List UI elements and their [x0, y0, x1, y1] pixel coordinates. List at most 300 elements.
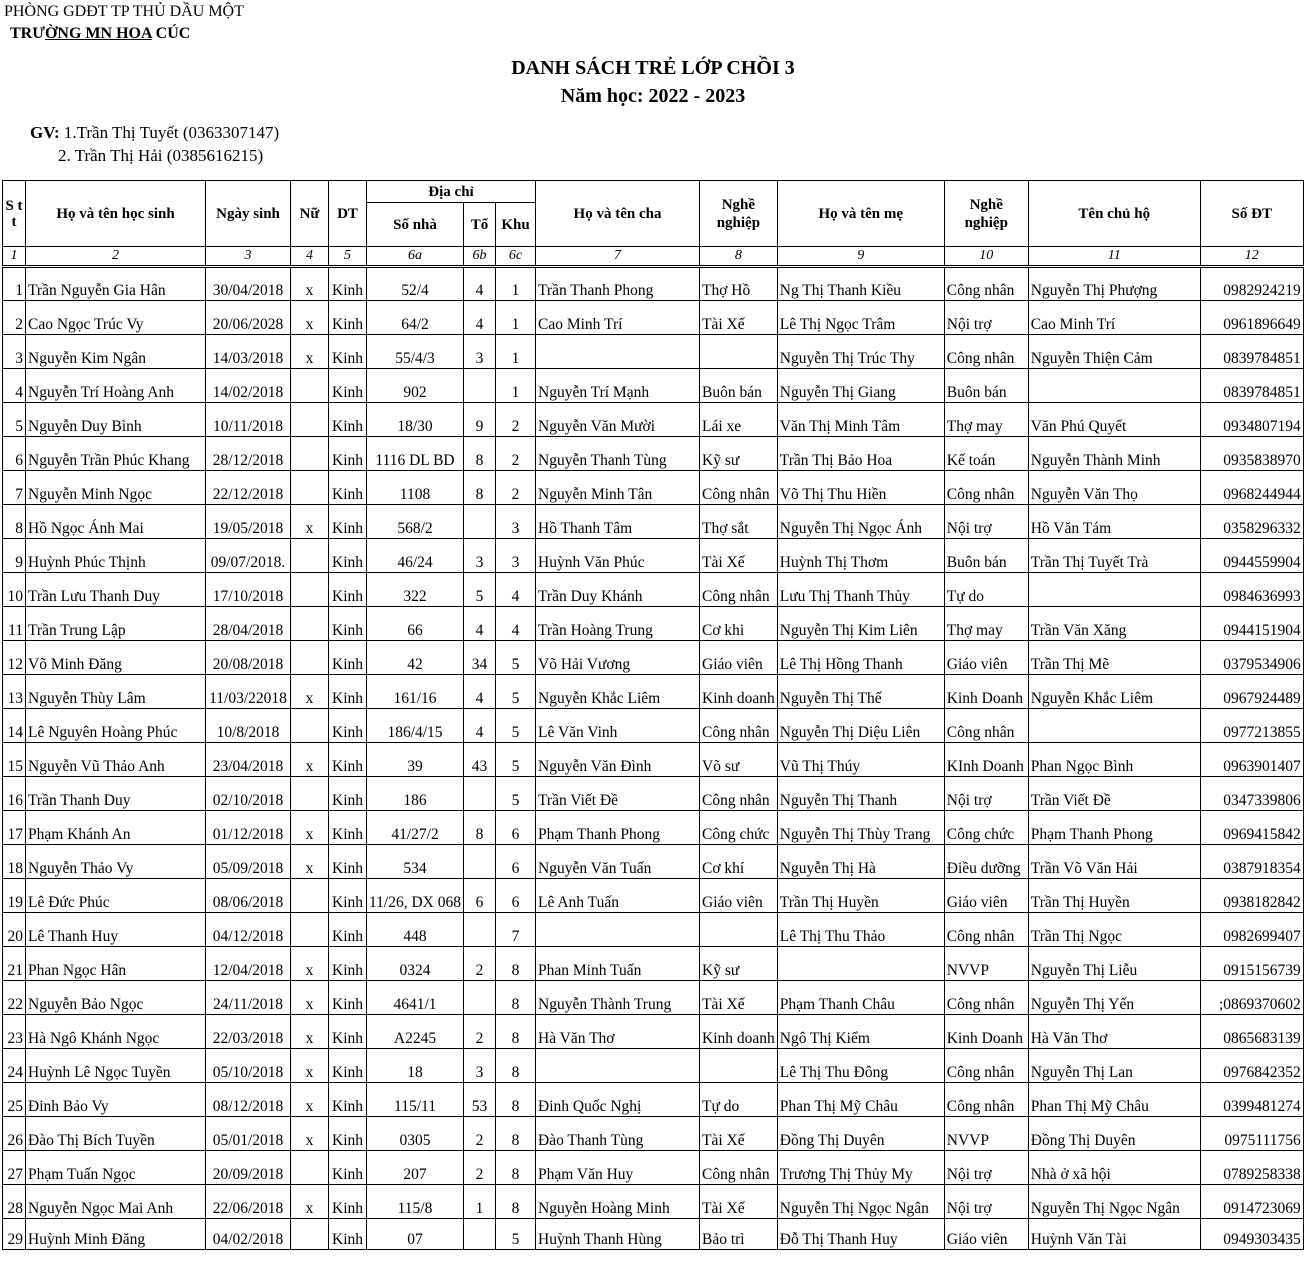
- father-job-cell: Công nhân: [700, 573, 778, 607]
- female-cell: [291, 573, 329, 607]
- stt-cell: 22: [3, 981, 26, 1015]
- header-address: Địa chỉ: [367, 181, 536, 203]
- father-name-cell: Huỳnh Văn Phúc: [536, 539, 700, 573]
- dob-cell: 02/10/2018: [206, 777, 291, 811]
- dob-cell: 09/07/2018.: [206, 539, 291, 573]
- to-cell: 2: [464, 1015, 496, 1049]
- house-number-cell: 161/16: [367, 675, 464, 709]
- mother-name-cell: Phạm Thanh Châu: [777, 981, 944, 1015]
- table-row: [3, 1117, 1304, 1151]
- stt-cell: 12: [3, 641, 26, 675]
- stt-cell: 5: [3, 403, 26, 437]
- header-phone: Số ĐT: [1200, 181, 1303, 247]
- phone-cell: 0968244944: [1200, 471, 1303, 505]
- khu-cell: 2: [496, 437, 536, 471]
- header-house-number: Số nhà: [367, 203, 464, 247]
- father-name-cell: Trần Hoàng Trung: [536, 607, 700, 641]
- household-owner-cell: Nguyễn Khắc Liêm: [1028, 675, 1200, 709]
- household-owner-cell: Nguyễn Thị Yến: [1028, 981, 1200, 1015]
- mother-name-cell: Nguyễn Thị Hà: [777, 845, 944, 879]
- phone-cell: 0944559904: [1200, 539, 1303, 573]
- khu-cell: 5: [496, 743, 536, 777]
- department-name: PHÒNG GDĐT TP THỦ DẦU MỘT: [4, 3, 244, 20]
- to-cell: 3: [464, 539, 496, 573]
- father-name-cell: Trần Viết Đề: [536, 777, 700, 811]
- female-cell: [291, 913, 329, 947]
- stt-cell: 6: [3, 437, 26, 471]
- father-job-cell: Công nhân: [700, 471, 778, 505]
- household-owner-cell: Phan Ngọc Bình: [1028, 743, 1200, 777]
- ethnicity-cell: Kinh: [329, 947, 367, 981]
- student-name-cell: Nguyễn Thảo Vy: [26, 845, 206, 879]
- father-name-cell: Nguyễn Trí Mạnh: [536, 369, 700, 403]
- khu-cell: 8: [496, 981, 536, 1015]
- female-cell: [291, 641, 329, 675]
- father-job-cell: Võ sư: [700, 743, 778, 777]
- column-number: 11: [1028, 247, 1200, 267]
- school-name-part3: CÚC: [151, 25, 191, 42]
- household-owner-cell: Nguyễn Thiện Cảm: [1028, 335, 1200, 369]
- female-cell: x: [291, 301, 329, 335]
- mother-job-cell: Công nhân: [944, 1083, 1028, 1117]
- father-name-cell: Nguyễn Văn Tuấn: [536, 845, 700, 879]
- khu-cell: 8: [496, 947, 536, 981]
- dob-cell: 01/12/2018: [206, 811, 291, 845]
- stt-cell: 18: [3, 845, 26, 879]
- father-name-cell: [536, 913, 700, 947]
- phone-cell: 0982699407: [1200, 913, 1303, 947]
- house-number-cell: 42: [367, 641, 464, 675]
- ethnicity-cell: Kinh: [329, 709, 367, 743]
- house-number-cell: A2245: [367, 1015, 464, 1049]
- mother-job-cell: Giáo viên: [944, 1219, 1028, 1250]
- father-name-cell: Nguyễn Văn Mười: [536, 403, 700, 437]
- female-cell: [291, 539, 329, 573]
- household-owner-cell: Huỳnh Văn Tài: [1028, 1219, 1200, 1250]
- khu-cell: 6: [496, 879, 536, 913]
- table-row: [3, 301, 1304, 335]
- dob-cell: 22/06/2018: [206, 1185, 291, 1219]
- school-name-part1: TRƯ: [10, 25, 45, 42]
- house-number-cell: 46/24: [367, 539, 464, 573]
- column-number: 1: [3, 247, 26, 267]
- mother-name-cell: Lê Thị Thu Đông: [777, 1049, 944, 1083]
- house-number-cell: 0305: [367, 1117, 464, 1151]
- house-number-cell: 07: [367, 1219, 464, 1250]
- mother-job-cell: Kinh Doanh: [944, 1015, 1028, 1049]
- dob-cell: 22/12/2018: [206, 471, 291, 505]
- father-name-cell: Đào Thanh Tùng: [536, 1117, 700, 1151]
- khu-cell: 8: [496, 1083, 536, 1117]
- mother-job-cell: Công nhân: [944, 981, 1028, 1015]
- ethnicity-cell: Kinh: [329, 913, 367, 947]
- to-cell: [464, 505, 496, 539]
- khu-cell: 5: [496, 641, 536, 675]
- stt-cell: 8: [3, 505, 26, 539]
- father-job-cell: Tài Xế: [700, 1185, 778, 1219]
- stt-cell: 28: [3, 1185, 26, 1219]
- to-cell: 2: [464, 1151, 496, 1185]
- to-cell: 4: [464, 709, 496, 743]
- khu-cell: 4: [496, 607, 536, 641]
- student-name-cell: Nguyễn Ngọc Mai Anh: [26, 1185, 206, 1219]
- mother-name-cell: Nguyễn Thị Thế: [777, 675, 944, 709]
- father-job-cell: Thợ Hồ: [700, 267, 778, 301]
- father-job-cell: Công chức: [700, 811, 778, 845]
- household-owner-cell: [1028, 369, 1200, 403]
- khu-cell: 1: [496, 369, 536, 403]
- stt-cell: 10: [3, 573, 26, 607]
- dob-cell: 04/12/2018: [206, 913, 291, 947]
- to-cell: [464, 981, 496, 1015]
- mother-name-cell: Huỳnh Thị Thơm: [777, 539, 944, 573]
- father-name-cell: Nguyễn Hoàng Minh: [536, 1185, 700, 1219]
- father-job-cell: Lái xe: [700, 403, 778, 437]
- khu-cell: 8: [496, 1049, 536, 1083]
- father-job-cell: Tài Xế: [700, 539, 778, 573]
- to-cell: 4: [464, 301, 496, 335]
- household-owner-cell: [1028, 573, 1200, 607]
- stt-cell: 25: [3, 1083, 26, 1117]
- household-owner-cell: Cao Minh Trí: [1028, 301, 1200, 335]
- house-number-cell: 186: [367, 777, 464, 811]
- table-row: [3, 267, 1304, 301]
- father-job-cell: [700, 913, 778, 947]
- to-cell: 8: [464, 437, 496, 471]
- house-number-cell: 66: [367, 607, 464, 641]
- phone-cell: 0914723069: [1200, 1185, 1303, 1219]
- stt-cell: 29: [3, 1219, 26, 1250]
- father-name-cell: Nguyễn Khắc Liêm: [536, 675, 700, 709]
- dob-cell: 14/02/2018: [206, 369, 291, 403]
- ethnicity-cell: Kinh: [329, 301, 367, 335]
- household-owner-cell: Trần Võ Văn Hải: [1028, 845, 1200, 879]
- column-number: 2: [26, 247, 206, 267]
- mother-job-cell: Công nhân: [944, 709, 1028, 743]
- khu-cell: 1: [496, 335, 536, 369]
- ethnicity-cell: Kinh: [329, 641, 367, 675]
- father-name-cell: Nguyễn Minh Tân: [536, 471, 700, 505]
- mother-name-cell: [777, 947, 944, 981]
- ethnicity-cell: Kinh: [329, 845, 367, 879]
- dob-cell: 05/01/2018: [206, 1117, 291, 1151]
- to-cell: [464, 1219, 496, 1250]
- dob-cell: 11/03/22018: [206, 675, 291, 709]
- father-job-cell: Kỹ sư: [700, 437, 778, 471]
- house-number-cell: 0324: [367, 947, 464, 981]
- house-number-cell: 322: [367, 573, 464, 607]
- mother-name-cell: Văn Thị Minh Tâm: [777, 403, 944, 437]
- house-number-cell: 18/30: [367, 403, 464, 437]
- dob-cell: 17/10/2018: [206, 573, 291, 607]
- to-cell: 34: [464, 641, 496, 675]
- stt-cell: 7: [3, 471, 26, 505]
- column-number: 12: [1200, 247, 1303, 267]
- female-cell: x: [291, 1015, 329, 1049]
- household-owner-cell: Phạm Thanh Phong: [1028, 811, 1200, 845]
- mother-job-cell: Giáo viên: [944, 879, 1028, 913]
- female-cell: x: [291, 845, 329, 879]
- mother-name-cell: Ngô Thị Kiểm: [777, 1015, 944, 1049]
- father-job-cell: Buôn bán: [700, 369, 778, 403]
- khu-cell: 7: [496, 913, 536, 947]
- school-name: [10, 25, 190, 43]
- student-name-cell: Võ Minh Đăng: [26, 641, 206, 675]
- stt-cell: 2: [3, 301, 26, 335]
- phone-cell: 0967924489: [1200, 675, 1303, 709]
- student-name-cell: Lê Đức Phúc: [26, 879, 206, 913]
- column-number: 3: [206, 247, 291, 267]
- dob-cell: 20/06/2028: [206, 301, 291, 335]
- stt-cell: 13: [3, 675, 26, 709]
- father-name-cell: Trần Duy Khánh: [536, 573, 700, 607]
- father-name-cell: Lê Anh Tuấn: [536, 879, 700, 913]
- stt-cell: 3: [3, 335, 26, 369]
- khu-cell: 5: [496, 1219, 536, 1250]
- father-name-cell: Đinh Quốc Nghị: [536, 1083, 700, 1117]
- header-ethnicity: DT: [329, 181, 367, 247]
- ethnicity-cell: Kinh: [329, 1219, 367, 1250]
- teacher-1: [30, 123, 279, 143]
- house-number-cell: 18: [367, 1049, 464, 1083]
- female-cell: x: [291, 675, 329, 709]
- house-number-cell: 11/26, DX 068: [367, 879, 464, 913]
- ethnicity-cell: Kinh: [329, 981, 367, 1015]
- mother-name-cell: Ng Thị Thanh Kiều: [777, 267, 944, 301]
- household-owner-cell: Trần Thị Mẽ: [1028, 641, 1200, 675]
- household-owner-cell: Nguyễn Văn Thọ: [1028, 471, 1200, 505]
- to-cell: [464, 777, 496, 811]
- student-name-cell: Lê Nguyên Hoàng Phúc: [26, 709, 206, 743]
- column-number: 6b: [464, 247, 496, 267]
- household-owner-cell: Phan Thị Mỹ Châu: [1028, 1083, 1200, 1117]
- mother-name-cell: Nguyễn Thị Thanh: [777, 777, 944, 811]
- house-number-cell: 1108: [367, 471, 464, 505]
- dob-cell: 08/06/2018: [206, 879, 291, 913]
- father-name-cell: Trần Thanh Phong: [536, 267, 700, 301]
- to-cell: [464, 845, 496, 879]
- to-cell: 8: [464, 811, 496, 845]
- khu-cell: 1: [496, 301, 536, 335]
- phone-cell: 0399481274: [1200, 1083, 1303, 1117]
- stt-cell: 11: [3, 607, 26, 641]
- household-owner-cell: Nguyễn Thị Phượng: [1028, 267, 1200, 301]
- house-number-cell: 115/11: [367, 1083, 464, 1117]
- student-name-cell: Đào Thị Bích Tuyền: [26, 1117, 206, 1151]
- mother-name-cell: Nguyễn Thị Ngọc Ngân: [777, 1185, 944, 1219]
- mother-name-cell: Nguyễn Thị Thùy Trang: [777, 811, 944, 845]
- ethnicity-cell: Kinh: [329, 1117, 367, 1151]
- dob-cell: 30/04/2018: [206, 267, 291, 301]
- khu-cell: 6: [496, 811, 536, 845]
- ethnicity-cell: Kinh: [329, 743, 367, 777]
- household-owner-cell: Đồng Thị Duyên: [1028, 1117, 1200, 1151]
- mother-job-cell: Giáo viên: [944, 641, 1028, 675]
- table-row: [3, 471, 1304, 505]
- mother-name-cell: Võ Thị Thu Hiền: [777, 471, 944, 505]
- house-number-cell: 4641/1: [367, 981, 464, 1015]
- stt-cell: 24: [3, 1049, 26, 1083]
- father-job-cell: Giáo viên: [700, 879, 778, 913]
- stt-cell: 23: [3, 1015, 26, 1049]
- phone-cell: 0934807194: [1200, 403, 1303, 437]
- mother-name-cell: Đỗ Thị Thanh Huy: [777, 1219, 944, 1250]
- female-cell: x: [291, 1083, 329, 1117]
- household-owner-cell: Nguyễn Thị Liễu: [1028, 947, 1200, 981]
- female-cell: [291, 471, 329, 505]
- father-job-cell: Giáo viên: [700, 641, 778, 675]
- mother-name-cell: Trương Thị Thủy My: [777, 1151, 944, 1185]
- student-name-cell: Huỳnh Phúc Thịnh: [26, 539, 206, 573]
- table-row: [3, 1015, 1304, 1049]
- father-job-cell: Công nhân: [700, 777, 778, 811]
- table-row: [3, 403, 1304, 437]
- student-name-cell: Huỳnh Lê Ngọc Tuyền: [26, 1049, 206, 1083]
- khu-cell: 6: [496, 845, 536, 879]
- dob-cell: 08/12/2018: [206, 1083, 291, 1117]
- house-number-cell: 64/2: [367, 301, 464, 335]
- stt-cell: 19: [3, 879, 26, 913]
- dob-cell: 04/02/2018: [206, 1219, 291, 1250]
- teacher-1-text: 1.Trần Thị Tuyết (0363307147): [59, 123, 280, 142]
- to-cell: 1: [464, 1185, 496, 1219]
- column-number: 4: [291, 247, 329, 267]
- phone-cell: 0944151904: [1200, 607, 1303, 641]
- female-cell: x: [291, 1117, 329, 1151]
- to-cell: [464, 369, 496, 403]
- ethnicity-cell: Kinh: [329, 879, 367, 913]
- mother-job-cell: Buôn bán: [944, 369, 1028, 403]
- student-table: [2, 180, 1304, 1250]
- dob-cell: 19/05/2018: [206, 505, 291, 539]
- to-cell: 3: [464, 1049, 496, 1083]
- stt-cell: 1: [3, 267, 26, 301]
- mother-job-cell: Thợ may: [944, 607, 1028, 641]
- student-name-cell: Nguyễn Vũ Thảo Anh: [26, 743, 206, 777]
- phone-cell: 0977213855: [1200, 709, 1303, 743]
- father-job-cell: Tài Xế: [700, 301, 778, 335]
- student-name-cell: Hà Ngô Khánh Ngọc: [26, 1015, 206, 1049]
- phone-cell: 0975111756: [1200, 1117, 1303, 1151]
- to-cell: 43: [464, 743, 496, 777]
- household-owner-cell: Hồ Văn Tám: [1028, 505, 1200, 539]
- ethnicity-cell: Kinh: [329, 471, 367, 505]
- teacher-label: GV:: [30, 123, 60, 142]
- father-job-cell: Bảo trì: [700, 1219, 778, 1250]
- student-name-cell: Hồ Ngọc Ánh Mai: [26, 505, 206, 539]
- mother-name-cell: Nguyễn Thị Diệu Liên: [777, 709, 944, 743]
- stt-cell: 16: [3, 777, 26, 811]
- student-name-cell: Nguyễn Duy Bình: [26, 403, 206, 437]
- phone-cell: 0976842352: [1200, 1049, 1303, 1083]
- mother-name-cell: Trần Thị Bảo Hoa: [777, 437, 944, 471]
- ethnicity-cell: Kinh: [329, 505, 367, 539]
- column-number: 6c: [496, 247, 536, 267]
- house-number-cell: 207: [367, 1151, 464, 1185]
- father-name-cell: Phạm Thanh Phong: [536, 811, 700, 845]
- female-cell: x: [291, 947, 329, 981]
- school-name-part2: ỜNG MN HOA: [44, 25, 152, 42]
- house-number-cell: 39: [367, 743, 464, 777]
- female-cell: x: [291, 811, 329, 845]
- house-number-cell: 55/4/3: [367, 335, 464, 369]
- header-stt: S t t: [3, 181, 26, 247]
- dob-cell: 23/04/2018: [206, 743, 291, 777]
- father-name-cell: [536, 1049, 700, 1083]
- column-number: 7: [536, 247, 700, 267]
- house-number-cell: 186/4/15: [367, 709, 464, 743]
- father-name-cell: Nguyễn Văn Đình: [536, 743, 700, 777]
- female-cell: [291, 607, 329, 641]
- header-mother-job: Nghề nghiệp: [944, 181, 1028, 247]
- dob-cell: 12/04/2018: [206, 947, 291, 981]
- phone-cell: 0839784851: [1200, 369, 1303, 403]
- student-name-cell: Trần Thanh Duy: [26, 777, 206, 811]
- female-cell: x: [291, 335, 329, 369]
- table-row: [3, 539, 1304, 573]
- father-name-cell: [536, 335, 700, 369]
- phone-cell: 0865683139: [1200, 1015, 1303, 1049]
- table-row: [3, 437, 1304, 471]
- father-job-cell: Thợ sắt: [700, 505, 778, 539]
- column-number: 9: [777, 247, 944, 267]
- phone-cell: 0935838970: [1200, 437, 1303, 471]
- phone-cell: 0915156739: [1200, 947, 1303, 981]
- mother-job-cell: Công nhân: [944, 267, 1028, 301]
- female-cell: [291, 1219, 329, 1250]
- father-job-cell: Công nhân: [700, 1151, 778, 1185]
- table-row: [3, 641, 1304, 675]
- mother-name-cell: Phan Thị Mỹ Châu: [777, 1083, 944, 1117]
- ethnicity-cell: Kinh: [329, 1185, 367, 1219]
- father-name-cell: Phan Minh Tuấn: [536, 947, 700, 981]
- header-mother: Họ và tên mẹ: [777, 181, 944, 247]
- house-number-cell: 41/27/2: [367, 811, 464, 845]
- khu-cell: 4: [496, 573, 536, 607]
- ethnicity-cell: Kinh: [329, 403, 367, 437]
- house-number-cell: 902: [367, 369, 464, 403]
- mother-job-cell: Nội trợ: [944, 1151, 1028, 1185]
- to-cell: 2: [464, 947, 496, 981]
- ethnicity-cell: Kinh: [329, 1083, 367, 1117]
- mother-name-cell: Nguyễn Thị Giang: [777, 369, 944, 403]
- ethnicity-cell: Kinh: [329, 539, 367, 573]
- father-name-cell: Phạm Văn Huy: [536, 1151, 700, 1185]
- student-name-cell: Phạm Tuấn Ngọc: [26, 1151, 206, 1185]
- table-row: [3, 1219, 1304, 1250]
- student-name-cell: Nguyễn Kim Ngân: [26, 335, 206, 369]
- to-cell: 5: [464, 573, 496, 607]
- father-name-cell: Nguyễn Thanh Tùng: [536, 437, 700, 471]
- father-job-cell: Kinh doanh: [700, 675, 778, 709]
- student-name-cell: Nguyễn Trí Hoàng Anh: [26, 369, 206, 403]
- phone-cell: 0961896649: [1200, 301, 1303, 335]
- to-cell: 6: [464, 879, 496, 913]
- phone-cell: 0789258338: [1200, 1151, 1303, 1185]
- header-household-owner: Tên chủ hộ: [1028, 181, 1200, 247]
- student-name-cell: Nguyễn Minh Ngọc: [26, 471, 206, 505]
- ethnicity-cell: Kinh: [329, 267, 367, 301]
- khu-cell: 2: [496, 403, 536, 437]
- household-owner-cell: Trần Viết Đề: [1028, 777, 1200, 811]
- mother-job-cell: Nội trợ: [944, 777, 1028, 811]
- stt-cell: 17: [3, 811, 26, 845]
- house-number-cell: 568/2: [367, 505, 464, 539]
- mother-job-cell: Buôn bán: [944, 539, 1028, 573]
- father-name-cell: Huỳnh Thanh Hùng: [536, 1219, 700, 1250]
- mother-name-cell: Nguyễn Thị Ngọc Ánh: [777, 505, 944, 539]
- father-job-cell: Kỹ sư: [700, 947, 778, 981]
